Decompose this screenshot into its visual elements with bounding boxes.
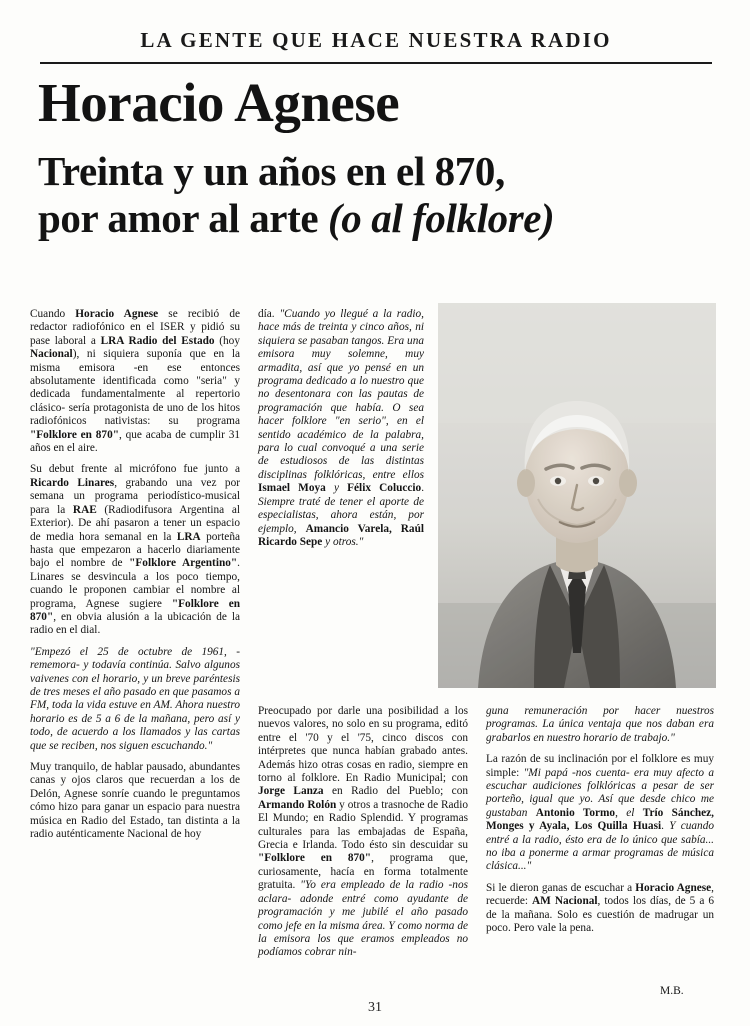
- page-number: 31: [368, 1000, 382, 1015]
- body-column-1: [30, 308, 240, 849]
- author-initials: M.B.: [660, 985, 684, 997]
- body-paragraph: Su debut frente al micrófono fue junto a Ricardo Linares, grabando una vez por semana un programa periodístico-musical para la RAE (Radiodifusora Argentina al Exterior). De ahí pasaron a tener un espacio de media hora semanal en la LRA porteña hasta que empezaron a hacerlo diariamente bajo el nombre de "Folklore Argentino". Linares se desvincula a los poco tiempo, cuando le proponen cambiar el nombre al programa, Agnese sugiere "Folklore en 870", en obvia alusión a la ubicación de la radio en el dial.: [30, 463, 240, 637]
- body-column-2: [258, 308, 424, 557]
- body-paragraph: día. "Cuando yo llegué a la radio, hace más de treinta y cinco años, ni siquiera se pasaban tangos. Era una emisora muy solemne, muy armadita, así que yo pensé en un programa dedicado a lo nuestro que no desentonara con las pautas de programación que había. O sea hacer folklore "en serio", en el sentido académico de la palabra, para lo cual convoqué a una serie de estudiosos de las distintas disciplinas folklóricas, entre ellos Ismael Moya y Félix Coluccio. Siempre traté de tener el aporte de especialistas, ahora están, por ejemplo, Amancio Varela, Raúl Ricardo Sepe y otros.": [258, 308, 425, 548]
- body-paragraph: Cuando Horacio Agnese se recibió de redactor radiofónico en el ISER y pidió su pase laboral a LRA Radio del Estado (hoy Nacional), ni siquiera suponía que en la misma emisora -en ese entonces absolutamente identificada como "seria" y dedicada fundamentalmente al repertorio clásico- sería protagonista de uno de los hitos radiofónicos nativistas: su programa "Folklore en 870", que acaba de cumplir 31 años en el aire.: [30, 308, 240, 455]
- body-paragraph: Si le dieron ganas de escuchar a Horacio Agnese, recuerde: AM Nacional, todos los días, de 5 a 6 de la mañana. Solo es cuestión de madrugar un poco. Pero vale la pena.: [486, 881, 714, 935]
- section-kicker: [40, 28, 712, 53]
- subhead-line-2-plain: por amor al arte: [38, 195, 329, 241]
- body-paragraph: Preocupado por darle una posibilidad a los nuevos valores, no solo en su programa, editó entre el '70 y el '75, cinco discos con intérpretes que nunca habían grabado antes. Además hizo otras cosas en radio, siempre en torno al folklore. En Radio Municipal; con Jorge Lanza en Radio del Pueblo; con Armando Rolón y otros a trasnoche de Radio El Mundo; en Radio Splendid. Y programas culturales para las embajadas de España, Grecia e Irlanda. Todo ésto sin descuidar su "Folklore en 870", programa que, curiosamente, hacía en forma totalmente gratuita. "Yo era empleado de la radio -nos aclara- adonde entré como ayudante de programación y me jubilé el año pasado como jefe en la misma área. Y como norma de la emisora los que eramos empleados no podíamos cobrar nin-: [258, 705, 468, 959]
- portrait-photo: [438, 303, 716, 688]
- header-divider-rule: [40, 62, 712, 64]
- subhead-line-1: Treinta y un años en el 870,: [38, 148, 505, 194]
- article-headline: Horacio Agnese: [38, 72, 400, 133]
- body-paragraph: "Empezó el 25 de octubre de 1961, -rememora- y todavía continúa. Salvo algunos vaivenes con el horario, y un breve paréntesis de tres meses el año pasado en que pasamos a FM, toda la vida estuve en AM. Ahora nuestro horario es de 5 a 6 de la mañana, pero así y todo, de acuerdo a los llamados y las cartas que se reciben, nos siguen escuchando.": [30, 645, 240, 752]
- body-paragraph: guna remuneración por hacer nuestros programas. La única ventaja que nos daban era grabarlos en nuestro horario de trabajo.": [486, 705, 714, 744]
- article-subhead: [38, 148, 722, 242]
- subhead-line-2-italic: (o al folklore): [328, 195, 555, 241]
- body-paragraph: Muy tranquilo, de hablar pausado, abundantes canas y ojos claros que recuerdan a los de Delón, Agnese sonríe cuando le preguntamos cómo hizo para ganar un espacio para nuestra música en Radio del Estado, tan distinta a la radio auténticamente Nacional de hoy: [30, 761, 240, 841]
- kicker-text: LA GENTE QUE HACE NUESTRA RADIO: [140, 28, 612, 52]
- body-paragraph: La razón de su inclinación por el folklore es muy simple: "Mi papá -nos cuenta- era muy afecto a escuchar audiciones folklóricas a pesar de ser porteño, igual que yo. Así que desde chico me gustaban Antonio Tormo, el Trío Sánchez, Monges y Ayala, Los Quilla Huasi. Y cuando entré a la radio, ésto era de lo único que sabía... no iba a ponerme a armar programas de música clásica...": [486, 753, 715, 873]
- body-column-3: [258, 705, 468, 968]
- body-column-4: [486, 705, 714, 944]
